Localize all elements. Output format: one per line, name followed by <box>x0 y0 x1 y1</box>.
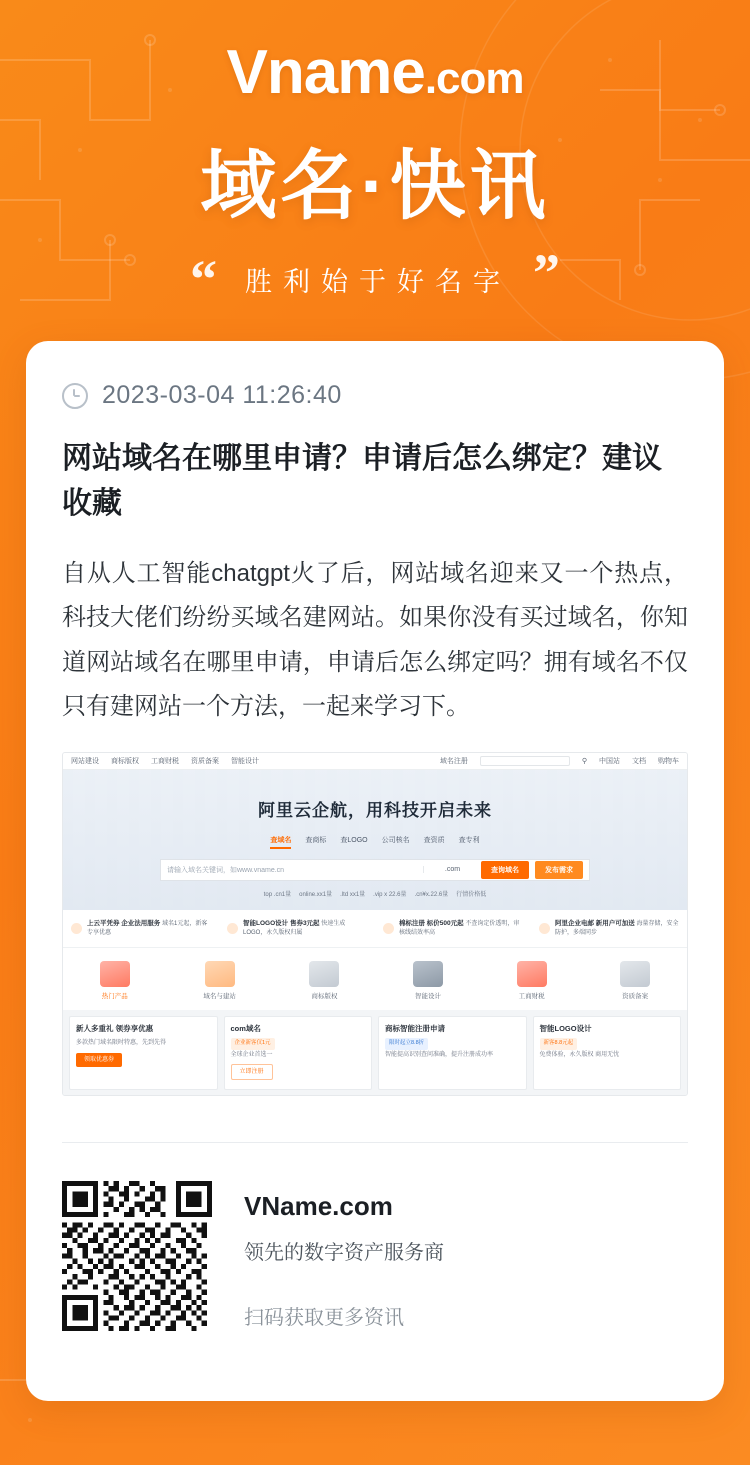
promo-desc: 快速生成LOGO，永久版权归属 <box>243 920 346 936</box>
offer-tag: 新客8.8元起 <box>540 1038 578 1049</box>
hero-tag: 行情价格低 <box>456 891 487 898</box>
promo-text <box>555 919 679 938</box>
promo-text <box>87 919 211 938</box>
icon-nav-item <box>413 961 443 1000</box>
filing-icon <box>620 961 650 987</box>
icon-nav-label: 域名与建站 <box>203 993 236 1001</box>
offer-button: 领取优惠券 <box>76 1053 122 1067</box>
page-title: 域名·快讯 <box>200 144 550 230</box>
hero-tab: 查LOGO <box>340 836 368 844</box>
hero-tag-list <box>63 889 687 898</box>
icon-nav-label: 商标版权 <box>311 993 338 1001</box>
offer-line: 全球企业首选一 <box>230 1051 273 1058</box>
offer-title: 新人多重礼 领券享优惠 <box>76 1023 154 1033</box>
offer-card <box>378 1016 527 1090</box>
screenshot-card-row <box>63 1010 687 1096</box>
qr-code <box>62 1181 212 1331</box>
icon-nav-item <box>517 961 547 1000</box>
promo-desc: 海量存储，安全防护，多端同步 <box>555 920 679 936</box>
offer-title: com域名 <box>230 1023 261 1033</box>
topnav-right-item: 中国站 <box>599 757 620 765</box>
topnav-right-item: 域名注册 <box>439 757 468 765</box>
screenshot-topbar <box>63 753 687 770</box>
hero-tab: 公司核名 <box>381 836 410 844</box>
offer-line: 免费体验，永久版权 商用无忧 <box>539 1051 620 1058</box>
topnav-item: 智能设计 <box>231 757 259 765</box>
footer-site-name: VName.com <box>244 1190 393 1221</box>
article-timestamp: 2023-03-04 11:26:40 <box>102 381 342 410</box>
hero-tab: 查资质 <box>423 836 445 844</box>
promo-item <box>219 919 375 938</box>
promo-title: 棉标注册 标价500元起 <box>399 919 464 927</box>
hero-search-input: 请输入域名关键词，如www.vname.cn <box>167 866 285 874</box>
offer-tag: 限时起立8.8折 <box>385 1038 428 1049</box>
offer-tag: 企业新客仅1元 <box>231 1038 275 1049</box>
screenshot-promo-row <box>63 910 687 948</box>
hero-tab: 查专利 <box>458 836 480 844</box>
offer-title: 智能LOGO设计 <box>539 1023 592 1033</box>
promo-item <box>375 919 531 938</box>
footer-text-block <box>244 1181 444 1330</box>
design-icon <box>413 961 443 987</box>
brand-suffix: .com <box>424 54 524 103</box>
hero-tag: .ltd xx1量 <box>340 891 366 898</box>
topnav-right-item: 文档 <box>632 757 646 765</box>
brand-name: Vname <box>226 38 425 107</box>
icon-nav-item <box>620 961 650 1000</box>
promo-icon <box>539 923 550 934</box>
screenshot-icon-nav <box>63 948 687 1010</box>
topnav-item: 资质备案 <box>191 757 219 765</box>
topnav-item: 工商财税 <box>151 757 179 765</box>
slogan-row <box>0 242 750 309</box>
brand-logo <box>0 40 750 105</box>
search-input <box>480 756 570 766</box>
icon-nav-label: 资质备案 <box>622 993 649 1001</box>
product-icon <box>100 961 130 987</box>
offer-line: 智能提高识别查问准确，提升注册成功率 <box>385 1051 494 1058</box>
slogan-text: 胜利始于好名字 <box>245 267 511 298</box>
hero-search-bar <box>160 859 590 881</box>
footer-tagline: 领先的数字资产服务商 <box>244 1241 444 1264</box>
article-title: 网站域名在哪里申请？申请后怎么绑定？建议收藏 <box>62 442 662 521</box>
promo-desc: 域名1元起，新客专享优惠 <box>87 920 208 936</box>
domain-icon <box>205 961 235 987</box>
offer-button: 立即注册 <box>231 1064 273 1080</box>
icon-nav-label: 智能设计 <box>415 993 442 1001</box>
promo-title: 阿里企业电邮 新用户可加送 <box>555 919 635 927</box>
hero-heading: 阿里云企航，用科技开启未来 <box>258 800 492 820</box>
article-meta <box>62 381 688 410</box>
hero-tag: top .cn1量 <box>263 891 292 898</box>
offer-card <box>69 1016 218 1090</box>
promo-icon <box>227 923 238 934</box>
hero-search-suffix-select: .com <box>423 866 475 873</box>
icon-nav-item <box>309 961 339 1000</box>
offer-card <box>533 1016 682 1090</box>
hero-tabs <box>63 835 687 849</box>
card-footer <box>62 1181 688 1331</box>
topnav-item: 商标版权 <box>111 757 139 765</box>
hero-tag: online.xx1量 <box>299 891 333 898</box>
article-card <box>26 341 724 1401</box>
article-screenshot <box>62 752 688 1096</box>
page-header <box>0 0 750 309</box>
search-icon: ⚲ <box>581 757 587 765</box>
icon-nav-item <box>203 961 236 1000</box>
promo-text <box>243 919 367 938</box>
promo-icon <box>71 923 82 934</box>
hero-tag: .cn¥x.22.6量 <box>414 891 449 898</box>
hero-publish-button: 发布需求 <box>535 861 583 879</box>
offer-title: 商标智能注册申请 <box>385 1023 445 1033</box>
footer-divider <box>62 1142 688 1143</box>
offer-line: 多款热门域名限时特惠，先到先得 <box>76 1040 167 1047</box>
promo-item <box>63 919 219 938</box>
footer-scan-tip: 扫码获取更多资讯 <box>244 1306 404 1329</box>
screenshot-topnav-right <box>440 756 679 766</box>
hero-tag: .vip x 22.6量 <box>373 891 407 898</box>
quote-open-icon: “ <box>190 248 217 309</box>
hero-search-button: 查询域名 <box>481 861 529 879</box>
offer-card <box>224 1016 373 1090</box>
topnav-right-item: 购物车 <box>658 757 679 765</box>
hero-tab: 查商标 <box>305 836 327 844</box>
promo-text <box>399 919 523 938</box>
screenshot-topnav <box>71 756 259 766</box>
promo-desc: 不查询定价透明，审核线结效率高 <box>399 920 520 936</box>
promo-title: 智能LOGO设计 售券3元起 <box>243 919 320 927</box>
trademark-icon <box>309 961 339 987</box>
hero-tab: 查域名 <box>270 835 291 849</box>
icon-nav-label: 热门产品 <box>101 993 128 1001</box>
screenshot-hero <box>63 770 687 910</box>
promo-title: 上云平凭券 企业法用服务 <box>87 919 161 927</box>
topnav-item: 网站建设 <box>71 757 99 765</box>
icon-nav-item <box>100 961 130 1000</box>
quote-close-icon: ” <box>533 242 560 303</box>
article-body: 自从人工智能chatgpt火了后，网站域名迎来又一个热点，科技大佬们纷纷买域名建网站。如果你没有买过域名，你知道网站域名在哪里申请，申请后怎么绑定吗？拥有域名不仅只有建网站一个方法，一起来学习下。 <box>62 560 688 721</box>
finance-icon <box>517 961 547 987</box>
icon-nav-label: 工商财税 <box>518 993 545 1001</box>
promo-icon <box>383 923 394 934</box>
promo-item <box>531 919 687 938</box>
clock-icon <box>62 383 88 409</box>
